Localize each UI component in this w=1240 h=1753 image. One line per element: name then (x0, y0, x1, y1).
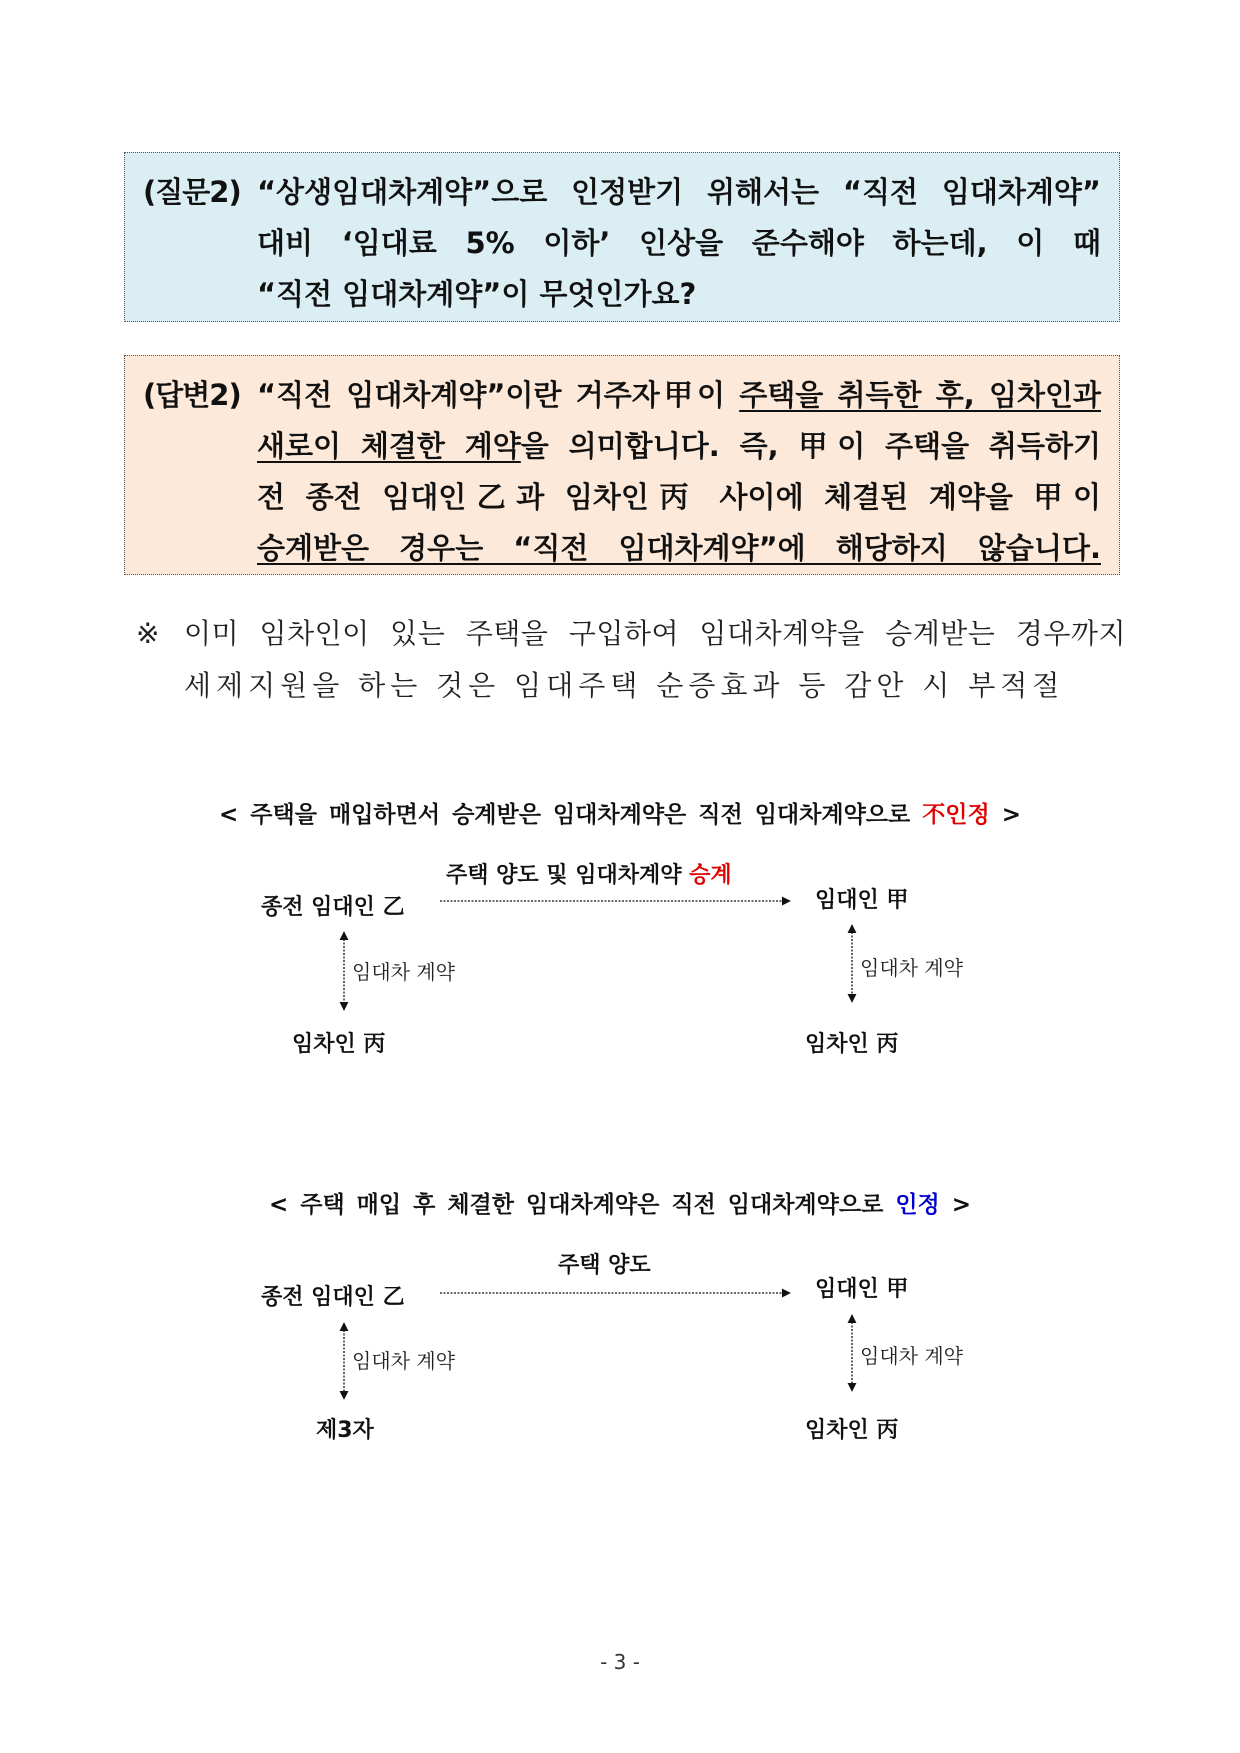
question-line: “상생임대차계약”으로 인정받기 위해서는 “직전 임대차계약” (257, 175, 1101, 209)
page-number: - 3 - (600, 1650, 640, 1674)
diagram-1-caption-pre: < 주택을 매입하면서 승계받은 임대차계약은 직전 임대차계약으로 (219, 802, 923, 828)
answer-line-2-post: 을 의미합니다. 즉, 甲이 주택을 취득하기 (520, 429, 1101, 463)
diagram-2-former-landlord: 종전 임대인 乙 (261, 1285, 405, 1310)
answer-line-1-underlined: 주택을 취득한 후, 임차인과 (739, 378, 1101, 412)
diagram-2-left-contract-label: 임대차 계약 (352, 1349, 455, 1373)
diagram-2-right-tenant: 임차인 丙 (805, 1418, 899, 1443)
diagram-1-caption-highlight: 不인정 (922, 802, 990, 828)
answer-line-4-underlined: 승계받은 경우는 “직전 임대차계약”에 해당하지 않습니다. (257, 531, 1101, 565)
diagram-1-left-contract-label: 임대차 계약 (352, 960, 455, 984)
diagram-2-caption-pre: < 주택 매입 후 체결한 임대차계약은 직전 임대차계약으로 (268, 1192, 896, 1218)
diagram-2-right-contract-label: 임대차 계약 (860, 1344, 963, 1368)
diagram-1-left-tenant: 임차인 丙 (292, 1032, 386, 1057)
question-label: (질문2) (143, 175, 241, 209)
diagram-2-arrow-label: 주택 양도 (558, 1253, 651, 1278)
note-line: 이미 임차인이 있는 주택을 구입하여 임대차계약을 승계받는 경우까지 (184, 617, 1126, 650)
diagram-1-arrow-label-highlight: 승계 (689, 863, 732, 888)
diagram-1-caption-post: > (989, 802, 1021, 828)
note-line: 세제지원을 하는 것은 임대주택 순증효과 등 감안 시 부적절 (184, 669, 1065, 702)
diagram-1-former-landlord: 종전 임대인 乙 (261, 895, 405, 920)
answer-label: (답변2) (143, 378, 241, 412)
diagram-2-landlord: 임대인 甲 (815, 1277, 909, 1302)
diagram-1-right-contract-label: 임대차 계약 (860, 956, 963, 980)
diagram-2-caption-post: > (939, 1192, 972, 1218)
diagram-1-landlord: 임대인 甲 (815, 888, 909, 913)
question-line: “직전 임대차계약”이 무엇인가요? (257, 277, 697, 311)
diagram-2-caption-highlight: 인정 (895, 1192, 940, 1218)
question-line: 대비 ‘임대료 5% 이하’ 인상을 준수해야 하는데, 이 때 (257, 226, 1101, 260)
reference-mark-icon: ※ (136, 617, 160, 650)
answer-line-1-pre: “직전 임대차계약”이란 거주자甲이 (257, 378, 740, 412)
answer-line-2-underlined: 새로이 체결한 계약 (257, 429, 521, 463)
diagram-1-arrow-label-pre: 주택 양도 및 임대차계약 (446, 863, 690, 888)
diagram-1-right-tenant: 임차인 丙 (805, 1032, 899, 1057)
diagram-2-third-party: 제3자 (316, 1418, 374, 1443)
answer-line-3: 전 종전 임대인乙과 임차인丙 사이에 체결된 계약을 甲이 (257, 480, 1101, 514)
